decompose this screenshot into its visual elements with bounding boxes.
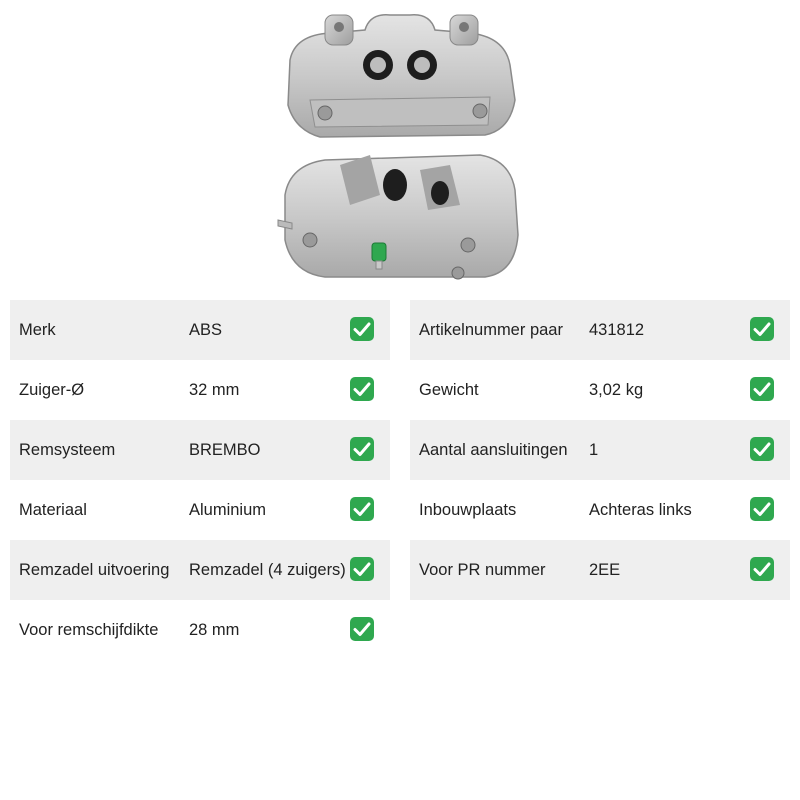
- spec-row-uitvoering: [10, 540, 390, 600]
- spec-value: ABS: [189, 320, 223, 339]
- spec-row-remsysteem: [10, 420, 390, 480]
- spec-label: Inbouwplaats: [419, 500, 517, 519]
- spec-label: Remzadel uitvoering: [19, 560, 170, 579]
- check-mark-icon: [750, 317, 774, 341]
- check-mark-icon: [350, 557, 374, 581]
- spec-table-right: [410, 300, 790, 600]
- check-mark-icon: [350, 617, 374, 641]
- spec-value: 28 mm: [189, 620, 240, 639]
- spec-label: Merk: [19, 320, 56, 339]
- brake-caliper-image: [270, 5, 530, 295]
- spec-label: Materiaal: [19, 500, 87, 519]
- check-mark-icon: [350, 497, 374, 521]
- check-mark-icon: [750, 497, 774, 521]
- spec-row-pr-nummer: [410, 540, 790, 600]
- check-mark-icon: [350, 437, 374, 461]
- spec-value: 3,02 kg: [589, 380, 644, 399]
- check-mark-icon: [750, 377, 774, 401]
- spec-row-materiaal: [10, 480, 390, 540]
- spec-row-gewicht: [410, 360, 790, 420]
- spec-value: BREMBO: [189, 440, 261, 459]
- spec-label: Aantal aansluitingen: [419, 440, 568, 459]
- spec-row-artikelnummer: [410, 300, 790, 360]
- spec-label: Voor PR nummer: [419, 560, 546, 579]
- spec-value: 2EE: [589, 560, 621, 579]
- spec-label: Remsysteem: [19, 440, 116, 459]
- spec-label: Voor remschijfdikte: [19, 620, 159, 639]
- spec-value: Achteras links: [589, 500, 692, 519]
- check-mark-icon: [750, 437, 774, 461]
- spec-label: Zuiger-Ø: [19, 380, 85, 399]
- spec-row-merk: [10, 300, 390, 360]
- check-mark-icon: [750, 557, 774, 581]
- spec-label: Gewicht: [419, 380, 479, 399]
- check-mark-icon: [350, 377, 374, 401]
- spec-table-left: [10, 300, 390, 660]
- spec-row-zuiger: [10, 360, 390, 420]
- spec-row-inbouwplaats: [410, 480, 790, 540]
- check-mark-icon: [350, 317, 374, 341]
- product-image: [270, 5, 530, 295]
- spec-value: 431812: [589, 320, 645, 339]
- spec-value: Remzadel (4 zuigers): [189, 560, 346, 579]
- spec-row-aansluitingen: [410, 420, 790, 480]
- spec-value: 32 mm: [189, 380, 240, 399]
- spec-row-schijfdikte: [10, 600, 390, 660]
- spec-value: 1: [589, 440, 599, 459]
- spec-value: Aluminium: [189, 500, 267, 519]
- spec-label: Artikelnummer paar: [419, 320, 563, 339]
